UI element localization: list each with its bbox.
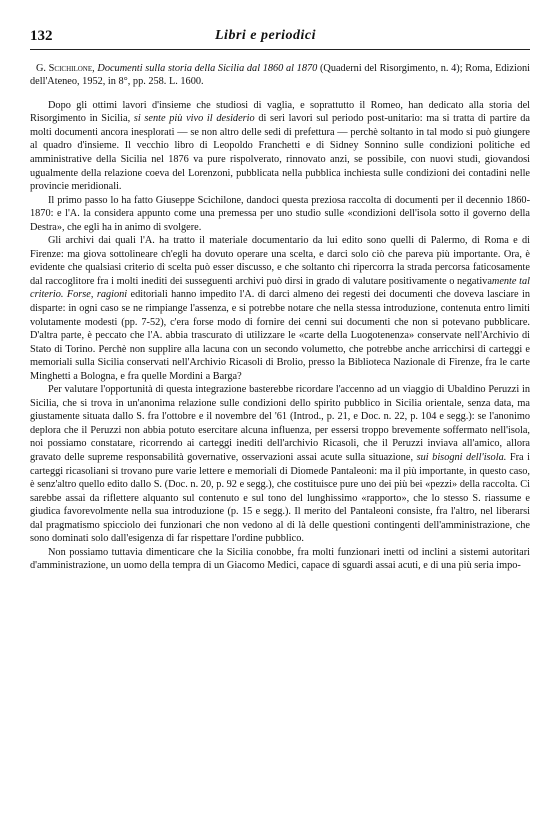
review-body [30, 99, 530, 573]
page [30, 26, 530, 573]
page-number: 132 [30, 28, 53, 44]
italic-text-run: mente tal criterio. Forse, ragioni [30, 275, 531, 301]
body-paragraph [30, 99, 530, 194]
body-paragraph [30, 234, 530, 383]
citation-author: G. Scichilone [36, 63, 93, 74]
text-run: Dopo gli ottimi lavori d'insieme che studiosi di vaglia, e soprattutto il Romeo, han dedicato alla storia del Risorgimento in Sicilia, [30, 99, 530, 125]
text-run: Non possiamo tuttavia dimenticare che la Sicilia conobbe, fra molti funzionari inetti od inclini a sistemi autoritari d'amministrazione, un uomo della tempra di un Giacomo Medici, capace di sguardi assai acuti, e di una più seria impo- [30, 546, 530, 572]
page-header [30, 26, 530, 50]
citation-details: (Quaderni del Risorgimento, n. 4); Roma, Edizioni dell'Ateneo, 1952, in 8°, pp. 258. L. 1600. [30, 63, 530, 88]
italic-text-run: sui bisogni dell'isola. [416, 452, 507, 464]
body-paragraph [30, 194, 530, 235]
italic-text-run: si sente più vivo il desiderio [133, 113, 255, 125]
text-run: Il primo passo lo ha fatto Giuseppe Scichilone, dandoci questa preziosa raccolta di documenti per il decennio 1860-1870: e l'A. la considera appunto come una premessa per uno studio sulle «condizioni dell'isola sotto il governo della Destra», che egli ha in animo di svolgere. [30, 194, 530, 233]
text-run: Per valutare l'opportunità di questa integrazione basterebbe ricordare l'accenno ad un viaggio di Ubaldino Peruzzi in Sicilia, che si trova in un'anonima relazione sulle condizioni dello spirito pubblico in Sicilia orientale, senza data, ma giustamente situata dallo S. fra l'ottobre e il novembre del '61 (Introd., p. 21, e Doc. n. 22, p. 104 e segg.): se l'anonimo deplora che il Peruzzi non abbia potuto esercitare alcuna influenza, per essersi troppo brevemente soffermato nell'isola, noi possiamo constatare, ricorrendo ai carteggi inediti dell'archivio Ricasoli, che il Peruzzi inviava all'amico, allora gravato delle supreme responsabilità governative, osservazioni assai acute sulla situazione, [30, 384, 530, 464]
text-run: editoriali hanno impedito l'A. di darci almeno dei regesti dei documenti che doveva lasciare in disparte: in ogni caso se ne rimpiange l'assenza, e si potrebbe notare che nella stessa introduzione, contenuta entro limiti volutamente modesti (pp. 7-52), c'era forse modo di fornire dei cenni sui documenti che non si potevano pubblicare. D'altra parte, è peccato che l'A. abbia trascurato di utilizzare le «carte della Luogotenenza» conservate nell'Archivio di Stato di Torino. Perchè non supplire alla lacuna con un secondo volumetto, che potrebbe anche arricchirsi di carteggi e memoriali sulla Sicilia conservati nell'Archivio Ricasoli di Brolio, presso la Biblioteca Nazionale di Firenze, fra le carte Minghetti a Bologna, e fra quelle Mordini a Barga? [30, 289, 531, 382]
body-paragraph [30, 383, 530, 546]
body-paragraph [30, 546, 530, 573]
bibliographic-citation: G. Scichilone, Documenti sulla storia della Sicilia dal 1860 al 1870 (Quaderni del Risorgimento, n. 4); Roma, Edizioni dell'Ateneo, 1952, in 8°, pp. 258. L. 1600. [30, 63, 530, 88]
text-run: Fra i carteggi ricasoliani si trovano pure varie lettere e memoriali di Diomede Pantaleoni: ma il più importante, in questo caso, è senz'altro quello edito dallo S. (Doc. n. 20, p. 92 e segg.), che costituisce pure uno dei più bei «pezzi» della raccolta. Ci sarebbe assai da riflettere alquanto sul contenuto e sul tono del lunghissimo «rapporto», che lo stesso S. riassume e giudica favorevolmente nella sua introduzione (p. 15 e segg.). Il merito del Pantaleoni consiste, fra l'altro, nel liberarsi dal pragmatismo spicciolo dei funzionari che non vedono al di là delle questioni contingenti dell'amministrazione, che sono dominati solo dall'esigenza di far rispettare l'ordine pubblico. [30, 452, 530, 545]
text-run: Gli archivi dai quali l'A. ha tratto il materiale documentario da lui edito sono quelli di Palermo, di Roma e di Firenze: ma giova sottolineare ch'egli ha dovuto operare una scelta, e darci solo ciò che pareva più importante. Ora, è evidente che qualsiasi criterio di scelta può esser discusso, e che soltanto chi ripercorra la strada percorsa faticosamente dal raccoglitore fra i molti inediti dei susseguenti archivi può dirsi in grado di valutare positivamente o negativa [30, 235, 530, 287]
citation-title: Documenti sulla storia della Sicilia dal 1860 al 1870 [97, 63, 318, 74]
text-run: di seri lavori sul periodo post-unitario: ma si tratta di partire da molti documenti ancora inesplorati — se non altro delle sedi di prefettura — perchè soltanto in tal modo si può giungere al quadro d'insieme. Il vecchio libro di Leopoldo Franchetti e di Sidney Sonnino sulle condizioni politiche ed amministrative della Sicilia nel 1876 va pure rispolverato, rinnovato anzi, se possibile, con nuovi studi, giovandosi ugualmente della relazione coeva del Lorenzoni, pubblicata nella pubblica inchiesta sulle condizioni dei contadini nelle provincie meridionali. [30, 113, 530, 193]
running-title: Libri e periodici [215, 28, 317, 43]
